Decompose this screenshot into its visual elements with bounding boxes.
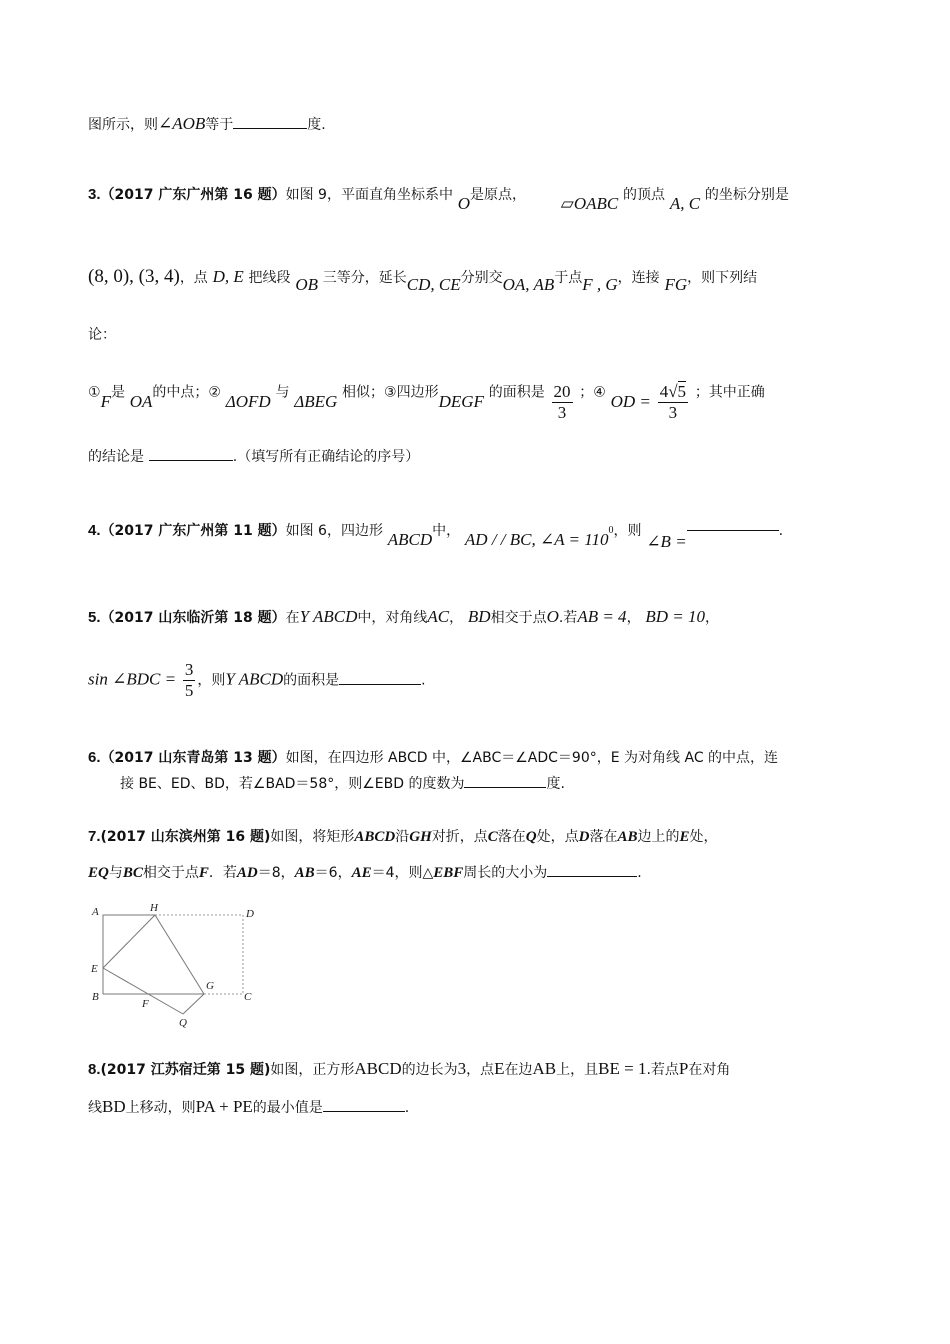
question-source: （2017 山东青岛第 13 题） xyxy=(100,750,286,766)
question-3-line-2: (8, 0), (3, 4)，点 D, E 把线段 OB 三等分，延长CD, CE分别交OA, AB于点F , G，连接 FG，则下列结 xyxy=(88,266,758,294)
label-b: B xyxy=(92,991,99,1003)
label-f: F xyxy=(142,998,149,1010)
question-source: (2017 山东滨州第 16 题) xyxy=(100,829,271,845)
question-source: （2017 山东临沂第 18 题） xyxy=(100,610,286,626)
rectangle-fold-figure xyxy=(86,900,266,1035)
rectangle-abcd-dashed xyxy=(103,915,243,994)
answer-blank[interactable] xyxy=(464,773,546,788)
answer-blank[interactable] xyxy=(687,516,779,531)
answer-blank[interactable] xyxy=(339,670,421,685)
fraction-4-root5-3: $\frac{4√5}{3}$ xyxy=(659,382,687,422)
question-5-line-2: sin ∠BDC = $\frac{3}{5}$ ，则Y ABCD的面积是 . xyxy=(88,660,426,700)
label-d: D xyxy=(246,908,254,920)
question-5-line-1: 5.（2017 山东临沂第 18 题）在Y ABCD中，对角线AC， BD相交于点O.若AB = 4， BD = 10， xyxy=(88,607,719,626)
answer-blank[interactable] xyxy=(547,862,637,877)
intro-line: 图所示，则∠AOB等于 度. xyxy=(88,114,326,133)
fraction-3-5: $\frac{3}{5}$ xyxy=(184,660,194,700)
question-8-line-2: 线BD上移动，则PA + PE的最小值是 . xyxy=(88,1097,410,1116)
answer-blank[interactable] xyxy=(233,114,307,129)
angle-aob: ∠AOB xyxy=(158,114,206,133)
question-7-line-1: 7.(2017 山东滨州第 16 题)如图，将矩形ABCD沿GH对折，点C落在Q处，点D落在AB边上的E处， xyxy=(88,828,718,845)
label-e: E xyxy=(91,963,98,975)
fraction-20-3: $\frac{20}{3}$ xyxy=(553,382,571,422)
segment-hg xyxy=(155,915,204,994)
question-source: （2017 广东广州第 11 题） xyxy=(100,523,286,539)
question-7-line-2: EQ与BC相交于点F．若AD＝8，AB＝6，AE＝4，则△EBF周长的大小为 . xyxy=(88,861,642,884)
label-h: H xyxy=(150,902,158,914)
question-4: 4.（2017 广东广州第 11 题）如图 6，四边形 ABCD中， AD / / BC, ∠A = $110^0$，则 ∠B =. xyxy=(88,516,783,542)
question-3-line-3: 论： xyxy=(88,327,116,343)
label-c: C xyxy=(244,991,252,1003)
answer-blank[interactable] xyxy=(149,446,233,461)
question-8-line-1: 8.(2017 江苏宿迁第 15 题)如图，正方形ABCD的边长为3，点E在边AB上，且BE = 1.若点P在对角 xyxy=(88,1059,731,1078)
answer-blank[interactable] xyxy=(323,1097,405,1112)
question-source: （2017 广东广州第 16 题） xyxy=(100,187,286,203)
question-6-line-1: 6.（2017 山东青岛第 13 题）如图，在四边形 ABCD 中，∠ABC＝∠ADC＝90°，E 为对角线 AC 的中点，连 xyxy=(88,749,779,766)
question-3-line-1: 3.（2017 广东广州第 16 题）如图 9，平面直角坐标系中 O是原点， ▱OABC 的顶点 A, C 的坐标分别是 xyxy=(88,186,789,213)
label-a: A xyxy=(92,906,99,918)
question-3-line-5: 的结论是 .（填写所有正确结论的序号） xyxy=(88,445,419,468)
question-6-line-2: 接 BE、ED、BD，若∠BAD＝58°，则∠EBD 的度数为 度. xyxy=(120,772,565,795)
segment-qg xyxy=(183,994,204,1014)
label-g: G xyxy=(206,980,214,992)
segment-he xyxy=(103,915,155,968)
question-3-options: ①F是 OA的中点；② ΔOFD 与 ΔBEG 相似；③四边形DEGF 的面积是 $\frac{20}{3}$ ；④ OD = $\frac{4√5}{3}$ ；其中正确 xyxy=(88,382,765,422)
label-q: Q xyxy=(179,1017,187,1029)
question-source: (2017 江苏宿迁第 15 题) xyxy=(100,1062,271,1078)
